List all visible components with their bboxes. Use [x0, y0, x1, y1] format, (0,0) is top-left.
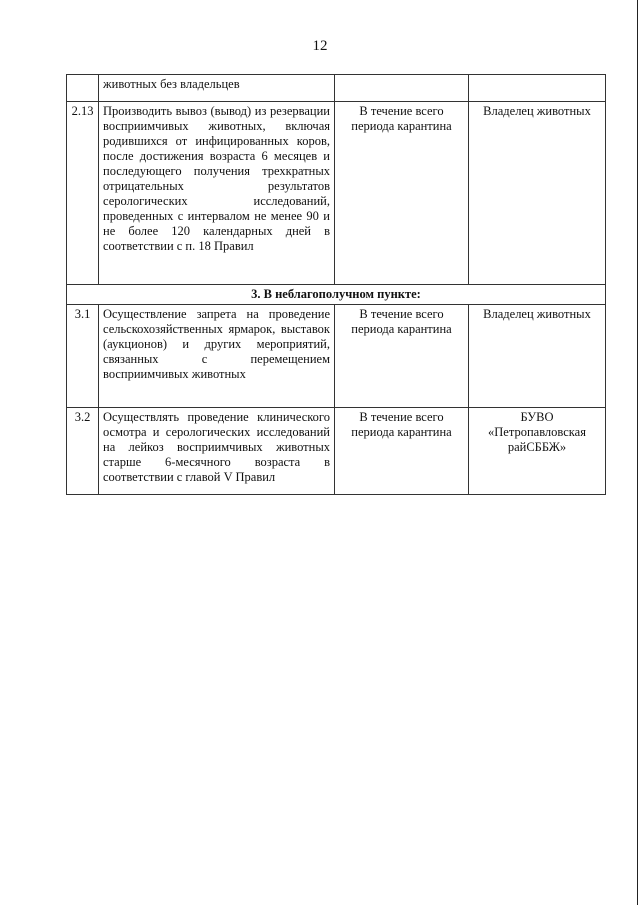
measure-text: Производить вывоз (вывод) из резервации восприимчивых животных, включая родившихся от инфицированных коров, после достижения возраста 6 месяцев и последующего получения трехкратных отрицательных результатов серологических исследований, проведенных с интервалом не менее 90 и не более 120 календарных дней в соответствии с п. 18 Правил — [99, 102, 335, 285]
responsible-cell — [469, 75, 606, 102]
measure-text: Осуществление запрета на проведение сельскохозяйственных ярмарок, выставок (аукционов) и других мероприятий, связанных с перемещением восприимчивых животных — [99, 305, 335, 408]
section-heading: 3. В неблагополучном пункте: — [67, 285, 606, 305]
measure-text: Осуществлять проведение клинического осмотра и серологических исследований на лейкоз восприимчивых животных старше 6-месячного возраста в соответствии с главой V Правил — [99, 408, 335, 495]
row-number: 3.2 — [67, 408, 99, 495]
measures-table — [66, 74, 606, 495]
table-row — [67, 408, 606, 495]
term-text: В течение всего периода карантина — [335, 408, 469, 495]
continuation-text: животных без владельцев — [99, 75, 335, 102]
table-row — [67, 305, 606, 408]
term-text: В течение всего периода карантина — [335, 305, 469, 408]
row-number: 2.13 — [67, 102, 99, 285]
section-heading-row — [67, 285, 606, 305]
table-row — [67, 102, 606, 285]
page-number: 12 — [312, 38, 328, 54]
row-number: 3.1 — [67, 305, 99, 408]
responsible-text: Владелец животных — [469, 102, 606, 285]
responsible-text: БУВО «Петропавловская райСББЖ» — [469, 408, 606, 495]
term-text: В течение всего периода карантина — [335, 102, 469, 285]
responsible-text: Владелец животных — [469, 305, 606, 408]
num-cell — [67, 75, 99, 102]
table-row — [67, 75, 606, 102]
page-edge-line — [637, 0, 638, 905]
term-cell — [335, 75, 469, 102]
